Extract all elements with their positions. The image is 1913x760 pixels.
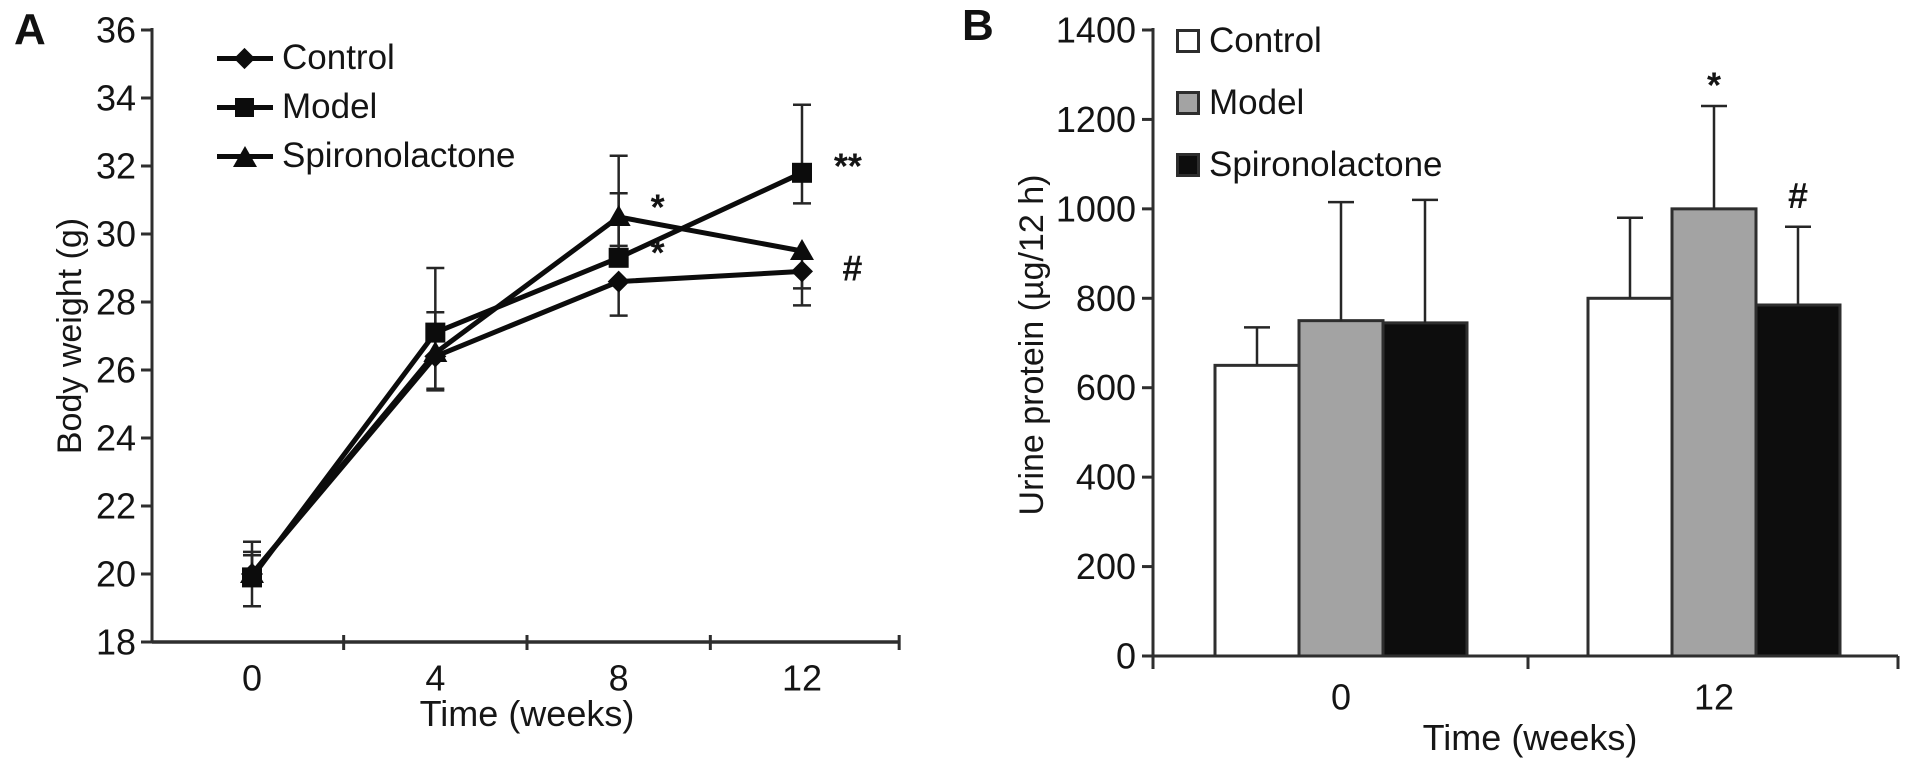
panel-b-y-axis-title: Urine protein (µg/12 h) (1013, 174, 1051, 516)
bar-model-week12 (1672, 209, 1756, 656)
y-tick-label: 400 (1075, 456, 1136, 498)
spironolactone-swatch (1176, 153, 1200, 177)
x-category-label: 12 (1693, 676, 1735, 718)
x-category-label: 0 (1330, 676, 1352, 718)
marker-diamond (791, 260, 813, 282)
legend-item-model (217, 82, 516, 131)
legend-label: Spironolactone (1209, 145, 1443, 184)
x-tick-label: 8 (608, 657, 629, 699)
bar-control-week12 (1588, 298, 1672, 656)
x-tick-label: 0 (241, 657, 263, 699)
y-tick-label: 1400 (1055, 9, 1136, 51)
y-tick-label: 1200 (1055, 98, 1136, 140)
y-tick-label: 1000 (1055, 188, 1136, 230)
panel-a-label: A (14, 5, 46, 54)
legend-label: Model (282, 86, 378, 126)
series-line-control (252, 271, 802, 574)
spironolactone-line-triangle-marker (217, 138, 273, 174)
series-line-spironolactone (252, 217, 802, 574)
bar-spironolactone-week0 (1383, 323, 1467, 656)
y-tick-label: 34 (95, 77, 136, 119)
legend-item-control (217, 33, 516, 82)
legend-label: Spironolactone (282, 135, 516, 175)
marker-diamond (608, 271, 630, 293)
legend-item-spironolactone (1176, 134, 1443, 196)
y-tick-label: 26 (95, 349, 136, 391)
control-line-diamond-marker (217, 40, 273, 76)
significance-marker: * (1706, 64, 1722, 106)
y-tick-label: 30 (95, 213, 136, 255)
marker-square (609, 248, 629, 268)
legend-item-control (1176, 10, 1443, 72)
model-line-square-marker (217, 89, 273, 125)
significance-marker: ** (833, 145, 862, 187)
y-tick-label: 800 (1075, 277, 1136, 319)
y-tick-label: 600 (1075, 367, 1136, 409)
panel-a-y-axis-title: Body weight (g) (51, 217, 89, 455)
model-swatch (1176, 91, 1200, 115)
bar-spironolactone-week12 (1756, 305, 1840, 656)
legend-label: Control (1209, 21, 1322, 60)
y-tick-label: 28 (95, 281, 136, 323)
panel-b-legend (1176, 10, 1443, 196)
y-tick-label: 0 (1115, 635, 1136, 677)
y-tick-label: 18 (95, 621, 136, 663)
panel-b-x-axis-title: Time (weeks) (1422, 717, 1638, 758)
y-tick-label: 24 (95, 417, 136, 459)
significance-marker: # (1787, 174, 1809, 216)
marker-square (425, 323, 445, 343)
panel-a-legend (217, 33, 516, 180)
legend-label: Control (282, 37, 395, 77)
marker-triangle (607, 205, 631, 226)
significance-marker: * (650, 232, 665, 274)
bar-control-week0 (1215, 365, 1299, 656)
y-tick-label: 32 (95, 145, 136, 187)
x-tick-label: 12 (781, 657, 823, 699)
panel-b-label: B (962, 1, 994, 50)
panel-a-x-axis-title: Time (weeks) (419, 693, 635, 734)
marker-square (792, 163, 812, 183)
y-tick-label: 200 (1075, 546, 1136, 588)
legend-label: Model (1209, 83, 1305, 122)
significance-marker: * (650, 186, 665, 228)
legend-item-model (1176, 72, 1443, 134)
bar-model-week0 (1299, 321, 1383, 656)
x-tick-label: 4 (425, 657, 446, 699)
y-tick-label: 36 (95, 9, 136, 51)
significance-marker: # (842, 247, 863, 289)
y-tick-label: 22 (95, 485, 136, 527)
legend-item-spironolactone (217, 131, 516, 180)
control-swatch (1176, 29, 1200, 53)
y-tick-label: 20 (95, 553, 136, 595)
